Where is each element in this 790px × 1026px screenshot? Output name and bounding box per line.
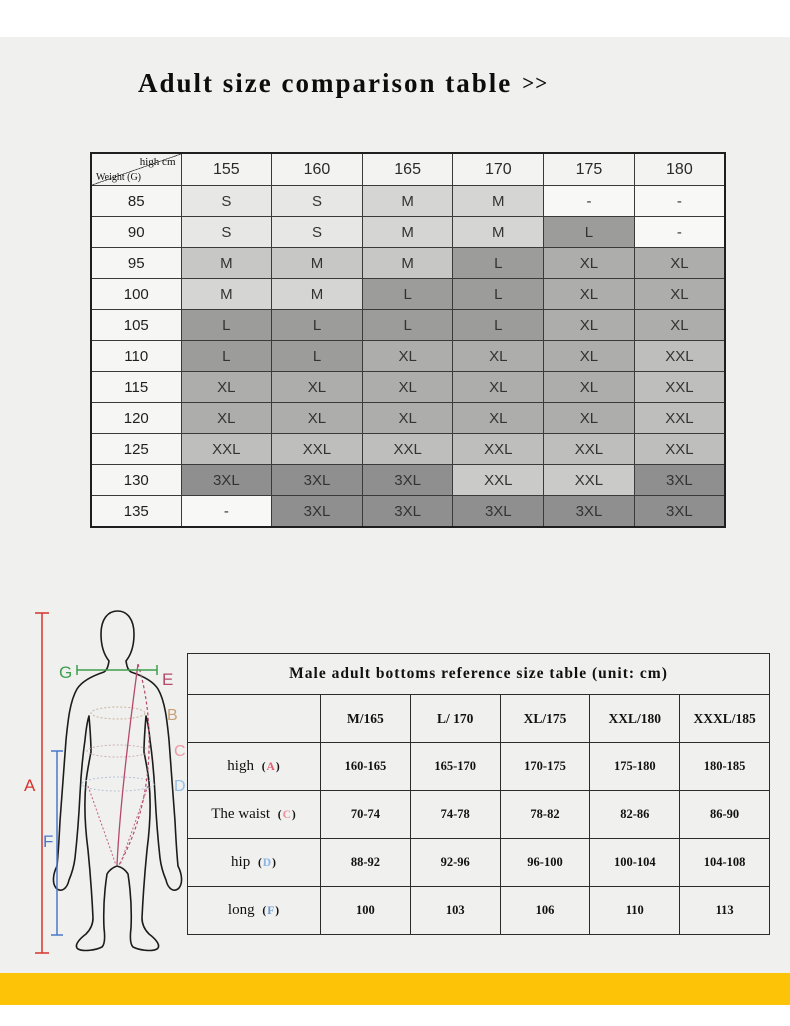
bottoms-row-key: (F)	[254, 905, 281, 917]
weight-header: 135	[91, 496, 181, 528]
size-cell: XL	[634, 248, 725, 279]
weight-header: 90	[91, 217, 181, 248]
bottoms-size-header: M/165	[321, 695, 411, 743]
measure-label-g: G	[59, 663, 73, 682]
size-cell: XL	[544, 403, 635, 434]
size-cell: L	[362, 310, 453, 341]
weight-header: 85	[91, 186, 181, 217]
bottoms-value-cell: 100-104	[590, 839, 680, 887]
bottoms-table-title: Male adult bottoms reference size table (unit: cm)	[188, 654, 770, 695]
size-cell: M	[272, 279, 363, 310]
size-cell: M	[453, 186, 544, 217]
size-cell: XL	[362, 403, 453, 434]
size-cell: -	[544, 186, 635, 217]
size-cell: L	[272, 310, 363, 341]
size-cell: 3XL	[634, 496, 725, 528]
weight-header: 125	[91, 434, 181, 465]
size-table-row	[91, 434, 725, 465]
bottoms-value-cell: 86-90	[680, 791, 770, 839]
adult-size-table	[90, 152, 726, 528]
size-cell: XL	[634, 310, 725, 341]
size-cell: L	[181, 341, 272, 372]
accent-bar	[0, 973, 790, 1005]
bottoms-value-cell: 165-170	[410, 743, 500, 791]
bottoms-value-cell: 88-92	[321, 839, 411, 887]
size-cell: XL	[544, 279, 635, 310]
bottoms-value-cell: 74-78	[410, 791, 500, 839]
bottoms-value-cell: 180-185	[680, 743, 770, 791]
weight-header: 100	[91, 279, 181, 310]
measure-label-d: D	[174, 778, 186, 795]
size-table-header-row	[91, 153, 725, 186]
size-cell: -	[634, 186, 725, 217]
size-cell: XXL	[634, 403, 725, 434]
bottoms-row-label-text: The waist	[211, 806, 270, 822]
bottoms-size-header: XXXL/185	[680, 695, 770, 743]
bottoms-value-cell: 96-100	[500, 839, 590, 887]
weight-header: 110	[91, 341, 181, 372]
bottoms-value-cell: 106	[500, 887, 590, 935]
weight-header: 130	[91, 465, 181, 496]
size-table-row	[91, 341, 725, 372]
size-cell: XXL	[453, 434, 544, 465]
height-header: 165	[362, 153, 453, 186]
bottoms-row	[188, 791, 770, 839]
size-cell: XL	[634, 279, 725, 310]
bottoms-title-row	[188, 654, 770, 695]
size-cell: XL	[544, 341, 635, 372]
size-cell: M	[181, 248, 272, 279]
size-cell: XL	[362, 341, 453, 372]
size-cell: L	[544, 217, 635, 248]
size-cell: -	[634, 217, 725, 248]
bottoms-value-cell: 82-86	[590, 791, 680, 839]
size-cell: 3XL	[634, 465, 725, 496]
male-figure-diagram	[18, 603, 193, 961]
size-cell: XXL	[634, 372, 725, 403]
height-header: 180	[634, 153, 725, 186]
height-header: 175	[544, 153, 635, 186]
size-cell: XL	[181, 403, 272, 434]
size-cell: XXL	[272, 434, 363, 465]
size-cell: L	[453, 248, 544, 279]
bottoms-row-label	[188, 791, 321, 839]
bottoms-header-row	[188, 695, 770, 743]
size-table-row	[91, 372, 725, 403]
size-cell: XXL	[453, 465, 544, 496]
height-header: 160	[272, 153, 363, 186]
bottoms-size-header: L/ 170	[410, 695, 500, 743]
size-cell: S	[272, 217, 363, 248]
measure-label-e: E	[162, 670, 174, 689]
bottoms-row-key: (D)	[250, 857, 277, 869]
bottoms-value-cell: 70-74	[321, 791, 411, 839]
shoulder-measure-line	[77, 665, 157, 675]
size-cell: S	[272, 186, 363, 217]
bottoms-value-cell: 113	[680, 887, 770, 935]
size-cell: XXL	[181, 434, 272, 465]
size-cell: XL	[272, 372, 363, 403]
bottoms-value-cell: 170-175	[500, 743, 590, 791]
size-cell: S	[181, 217, 272, 248]
bottoms-value-cell: 104-108	[680, 839, 770, 887]
size-table-row	[91, 217, 725, 248]
bottoms-size-header: XXL/180	[590, 695, 680, 743]
size-table-row	[91, 465, 725, 496]
bottoms-value-cell: 110	[590, 887, 680, 935]
size-cell: 3XL	[272, 465, 363, 496]
size-cell: L	[453, 279, 544, 310]
size-cell: 3XL	[362, 496, 453, 528]
size-table-row	[91, 496, 725, 528]
size-cell: L	[453, 310, 544, 341]
size-cell: 3XL	[544, 496, 635, 528]
size-table-row	[91, 186, 725, 217]
bottoms-row-label-text: hip	[231, 854, 251, 870]
bottoms-row-key: (C)	[269, 809, 297, 821]
size-cell: M	[362, 248, 453, 279]
height-header: 155	[181, 153, 272, 186]
size-cell: 3XL	[181, 465, 272, 496]
bottoms-row-key: (A)	[253, 761, 281, 773]
size-cell: XL	[362, 372, 453, 403]
hip-girth-ellipse	[82, 777, 154, 791]
waist-girth-ellipse	[87, 745, 149, 757]
size-cell: 3XL	[362, 465, 453, 496]
size-table-row	[91, 403, 725, 434]
male-figure-svg	[18, 603, 193, 961]
page-title-text: Adult size comparison table	[138, 68, 513, 98]
size-table-row	[91, 279, 725, 310]
bottoms-value-cell: 103	[410, 887, 500, 935]
bottoms-row-label-text: long	[227, 902, 255, 918]
size-cell: XXL	[634, 434, 725, 465]
size-cell: S	[181, 186, 272, 217]
size-cell: XXL	[544, 465, 635, 496]
bottoms-row-label-text: high	[227, 758, 254, 774]
size-cell: M	[181, 279, 272, 310]
size-cell: XL	[453, 372, 544, 403]
weight-header: 115	[91, 372, 181, 403]
size-cell: M	[362, 186, 453, 217]
measure-label-f: F	[43, 832, 54, 851]
size-cell: XL	[544, 248, 635, 279]
corner-cell	[91, 153, 181, 186]
chest-girth-ellipse	[91, 707, 145, 719]
size-table-row	[91, 310, 725, 341]
size-cell: XL	[544, 310, 635, 341]
corner-weight-label: Weight (G)	[96, 172, 142, 183]
measure-label-b: B	[167, 707, 178, 724]
bottoms-value-cell: 175-180	[590, 743, 680, 791]
bottoms-value-cell: 92-96	[410, 839, 500, 887]
size-cell: M	[453, 217, 544, 248]
bottoms-row	[188, 743, 770, 791]
slant-measure-line	[117, 664, 138, 865]
size-cell: XXL	[634, 341, 725, 372]
bottoms-size-table	[187, 653, 770, 935]
measure-label-c: C	[174, 743, 186, 760]
size-cell: M	[362, 217, 453, 248]
bottoms-row-key-letter: C	[282, 809, 292, 821]
size-cell: XL	[544, 372, 635, 403]
bottoms-row-key-letter: D	[262, 857, 273, 869]
body-outline	[53, 611, 181, 950]
size-cell: L	[181, 310, 272, 341]
size-cell: L	[272, 341, 363, 372]
height-measure-line	[35, 613, 49, 953]
bottoms-row	[188, 839, 770, 887]
bottoms-row-key-letter: F	[267, 905, 276, 917]
size-table-row	[91, 248, 725, 279]
bottoms-size-header: XL/175	[500, 695, 590, 743]
height-header: 170	[453, 153, 544, 186]
bottoms-row-key-letter: A	[266, 761, 276, 773]
page-title-arrows: >>	[522, 71, 549, 95]
bottoms-row-label	[188, 839, 321, 887]
size-cell: 3XL	[272, 496, 363, 528]
size-cell: M	[272, 248, 363, 279]
size-cell: XXL	[544, 434, 635, 465]
measure-label-a: A	[24, 776, 36, 795]
weight-header: 105	[91, 310, 181, 341]
bottoms-row	[188, 887, 770, 935]
size-cell: XL	[453, 403, 544, 434]
size-cell: XL	[272, 403, 363, 434]
bottoms-header-empty	[188, 695, 321, 743]
bottoms-row-label	[188, 887, 321, 935]
size-cell: L	[362, 279, 453, 310]
bottoms-row-label	[188, 743, 321, 791]
corner-high-label: high cm	[139, 156, 176, 168]
page-title	[138, 68, 548, 99]
size-cell: 3XL	[453, 496, 544, 528]
size-cell: XL	[181, 372, 272, 403]
size-cell: -	[181, 496, 272, 528]
size-cell: XL	[453, 341, 544, 372]
bottoms-value-cell: 100	[321, 887, 411, 935]
size-cell: XXL	[362, 434, 453, 465]
weight-header: 95	[91, 248, 181, 279]
bottoms-value-cell: 160-165	[321, 743, 411, 791]
bottoms-value-cell: 78-82	[500, 791, 590, 839]
weight-header: 120	[91, 403, 181, 434]
